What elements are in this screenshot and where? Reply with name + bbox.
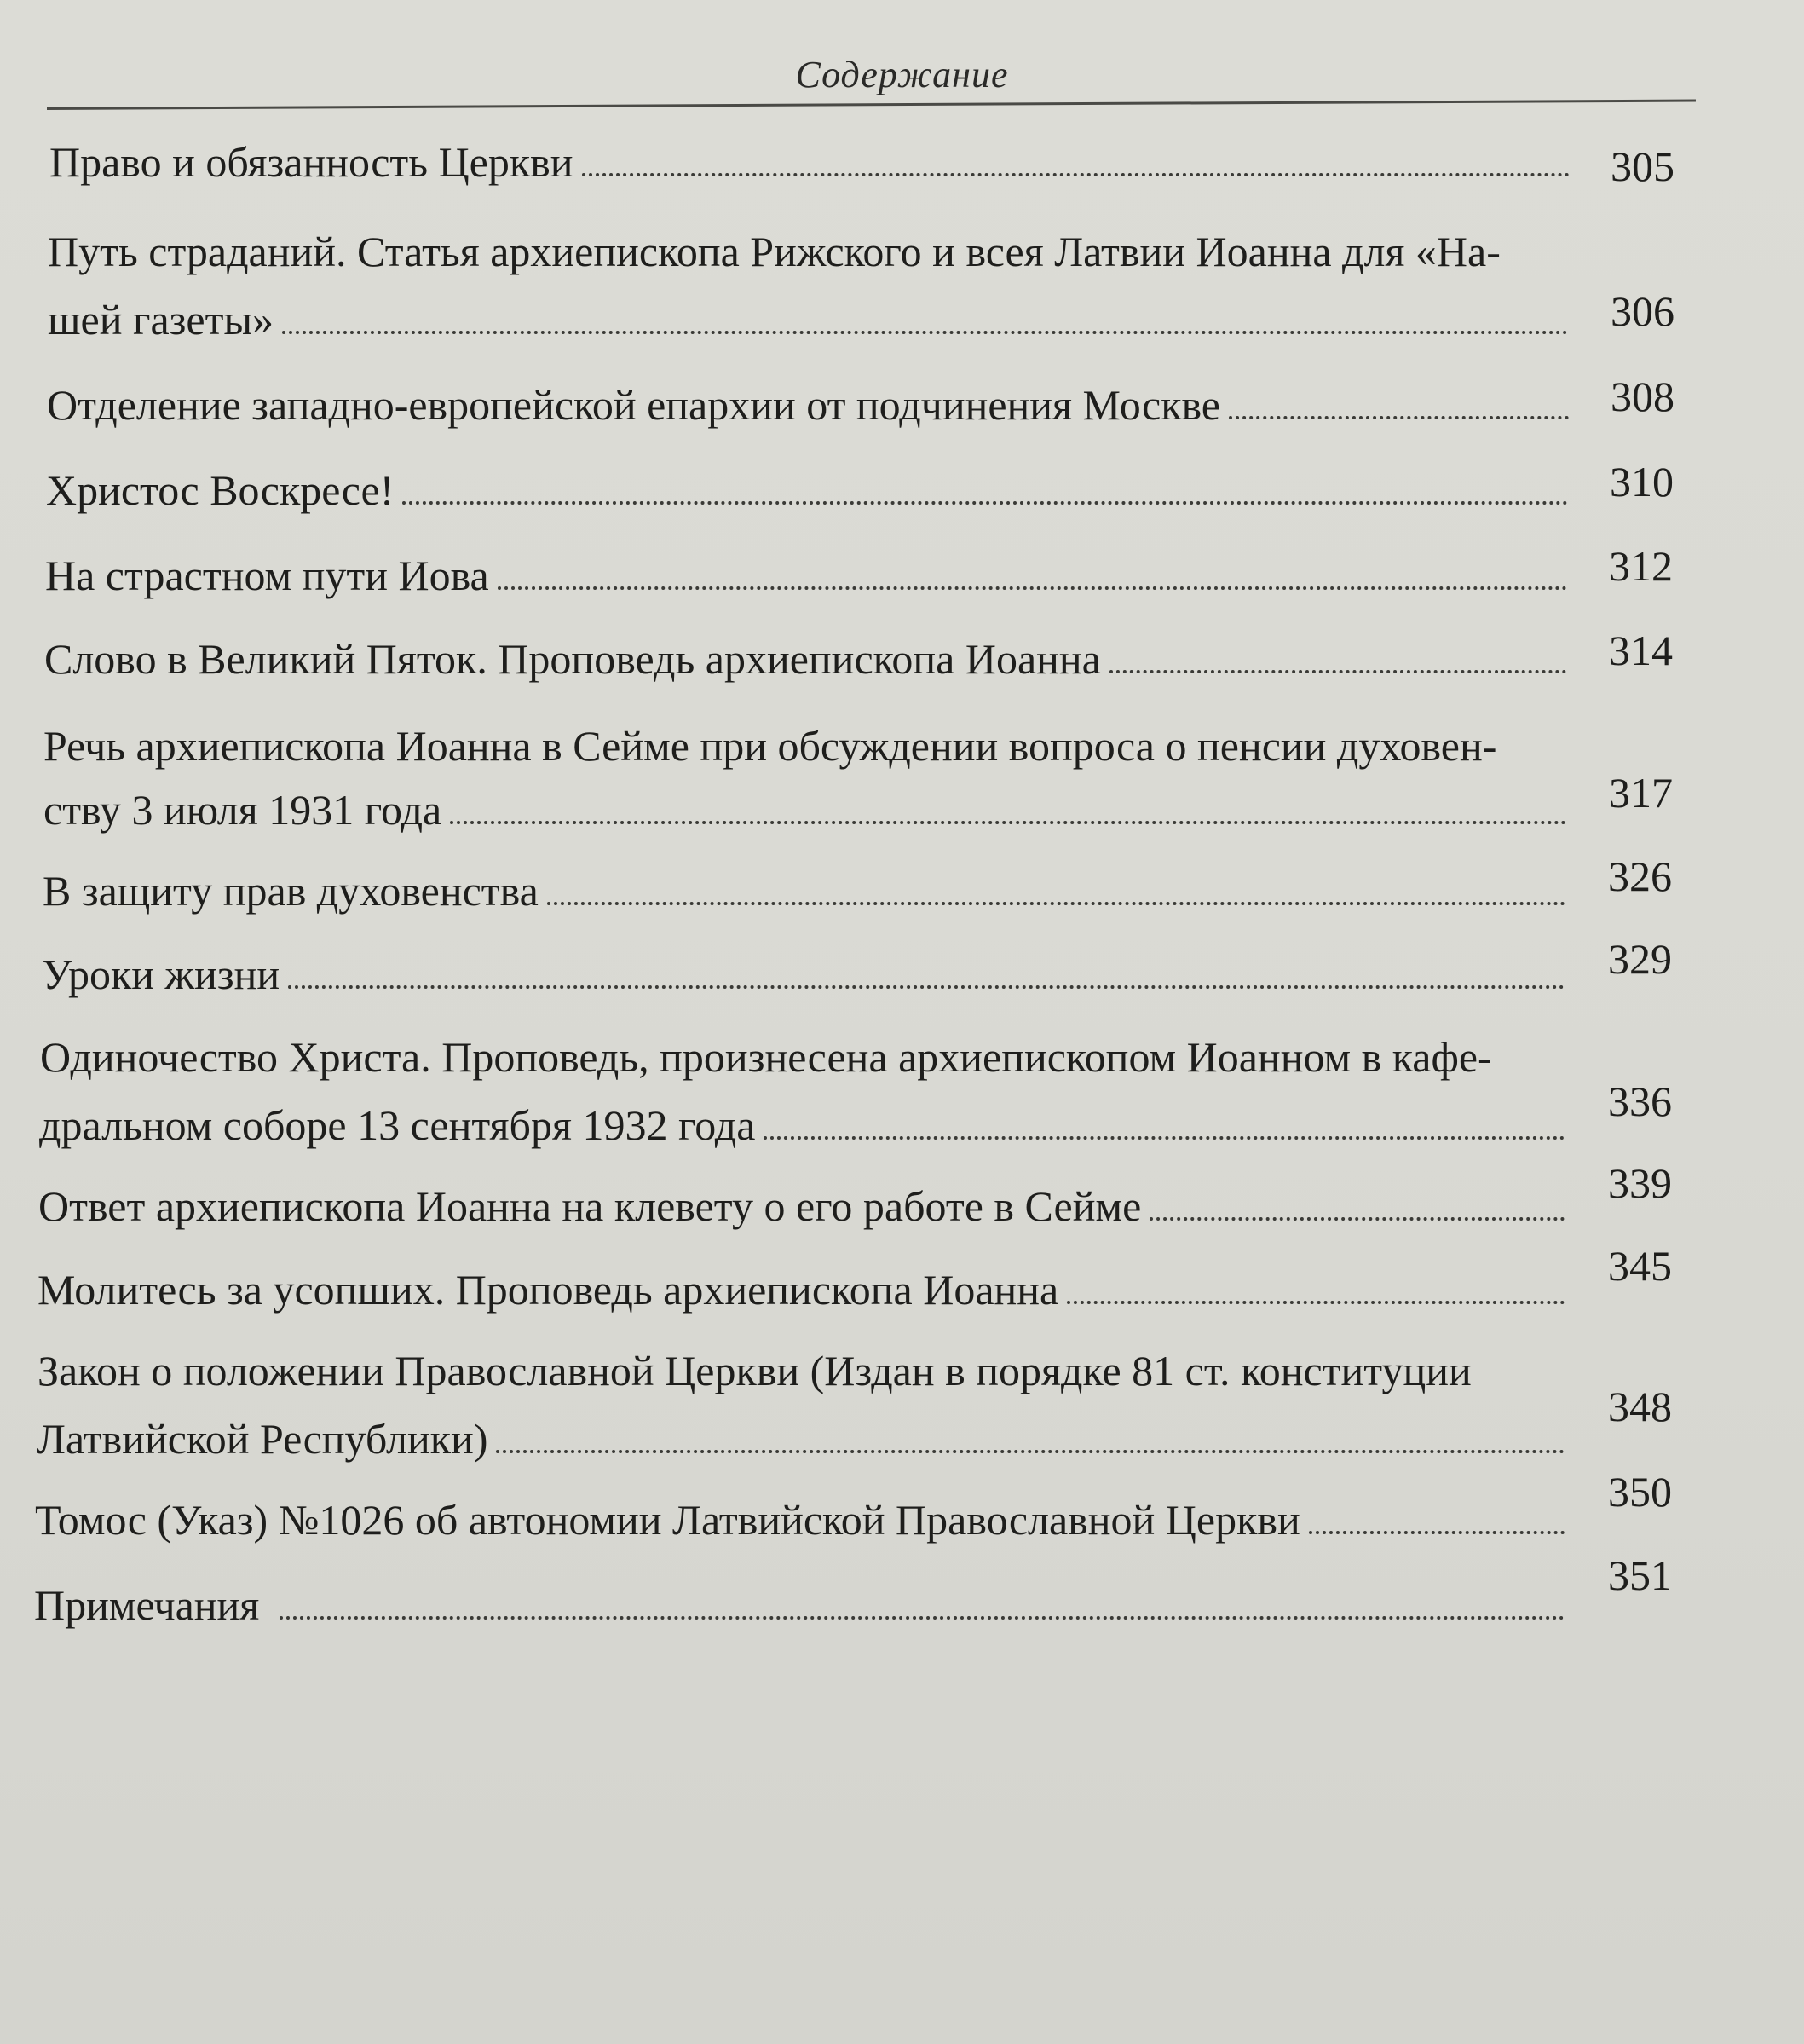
leader-dots <box>402 501 1568 505</box>
toc-entry-line <box>48 217 1582 277</box>
toc-entry-title: Одиночество Христа. Проповедь, произнесена архиепископом Иоанном в кафе- <box>40 1033 1492 1081</box>
leader-dots <box>1109 670 1566 673</box>
toc-page-number: 305 <box>1611 142 1674 190</box>
toc-entry-title: Закон о положении Православной Церкви (Издан в порядке 81 ст. конституции <box>37 1347 1472 1394</box>
toc-entry-line <box>43 776 1571 835</box>
leader-dots <box>496 1450 1565 1453</box>
leader-dots <box>547 902 1565 905</box>
leader-dots <box>1309 1531 1565 1534</box>
toc-entry-line <box>49 128 1575 188</box>
toc-entry-title: Право и обязанность Церкви <box>49 138 573 186</box>
toc-entry-title-continued: шей газеты» <box>48 296 274 344</box>
toc-entry-line <box>39 1091 1570 1151</box>
toc-entry-title: Молитесь за усопших. Проповедь архиепископа Иоанна <box>37 1266 1059 1314</box>
toc-entry-line <box>34 1571 1570 1631</box>
toc-entry-line <box>45 541 1572 601</box>
leader-dots <box>764 1136 1565 1140</box>
toc-page-number: 317 <box>1609 769 1673 817</box>
toc-page-number: 306 <box>1611 287 1674 335</box>
leader-dots <box>1229 416 1569 419</box>
toc-page-number: 345 <box>1608 1242 1672 1290</box>
toc-entry-title: Путь страданий. Статья архиепископа Рижского и всея Латвии Иоанна для «На- <box>48 228 1501 275</box>
page-header-title: Содержание <box>795 54 1009 95</box>
leader-dots <box>1067 1301 1565 1304</box>
toc-entry-line <box>40 1023 1574 1083</box>
toc-page-number: 312 <box>1609 542 1673 590</box>
toc-entry-title: Примечания <box>34 1581 260 1629</box>
toc-entry-line <box>35 1486 1570 1545</box>
toc-entry-line <box>37 1256 1570 1315</box>
toc-entry-title: В защиту прав духовенства <box>43 867 539 915</box>
toc-page-number: 336 <box>1608 1077 1672 1125</box>
leader-dots <box>582 173 1570 176</box>
toc-page-number: 348 <box>1608 1383 1672 1430</box>
toc-entry-title-continued: Латвийской Республики) <box>37 1415 488 1463</box>
toc-entry-title: Томос (Указ) №1026 об автономии Латвийской Православной Церкви <box>35 1496 1300 1544</box>
toc-entry-title: Христос Воскресе! <box>46 466 395 514</box>
leader-dots <box>280 1616 1565 1620</box>
leader-dots <box>498 586 1567 590</box>
toc-entry-line <box>47 371 1574 430</box>
toc-entry-title: Уроки жизни <box>42 950 280 998</box>
toc-entry-title: Отделение западно-европейской епархии от подчинения Москве <box>47 381 1221 429</box>
leader-dots <box>1150 1217 1565 1221</box>
leader-dots <box>450 821 1566 824</box>
toc-entry-line <box>42 940 1570 1000</box>
toc-page-number: 339 <box>1608 1159 1672 1207</box>
toc-page-number: 314 <box>1609 626 1673 674</box>
toc-entry-title: Слово в Великий Пяток. Проповедь архиепископа Иоанна <box>44 635 1101 683</box>
toc-page-number: 308 <box>1611 372 1674 420</box>
toc-entry-title: Ответ архиепископа Иоанна на клевету о его работе в Сейме <box>38 1182 1142 1230</box>
toc-entry-line <box>37 1337 1580 1396</box>
toc-entry-line <box>43 712 1577 771</box>
toc-page-number: 351 <box>1608 1551 1672 1599</box>
toc-entry-line <box>44 625 1571 684</box>
toc-entry-title: Речь архиепископа Иоанна в Сейме при обсуждении вопроса о пенсии духовен- <box>43 722 1497 770</box>
toc-entry-line <box>38 1172 1570 1232</box>
toc-page-number: 329 <box>1608 935 1672 983</box>
leader-dots <box>288 985 1565 989</box>
toc-entry-line <box>43 857 1571 916</box>
toc-entry-title-continued: дральном соборе 13 сентября 1932 года <box>39 1101 756 1149</box>
toc-entry-line <box>37 1405 1570 1464</box>
toc-page-number: 326 <box>1608 852 1672 900</box>
toc-page-number: 310 <box>1610 458 1674 505</box>
toc-entry-line <box>46 456 1573 516</box>
leader-dots <box>282 331 1568 334</box>
toc-entry-line <box>48 286 1573 345</box>
toc-page-number: 350 <box>1608 1468 1672 1516</box>
toc-entry-title: На страстном пути Иова <box>45 551 489 599</box>
toc-entry-title-continued: ству 3 июля 1931 года <box>43 786 442 834</box>
